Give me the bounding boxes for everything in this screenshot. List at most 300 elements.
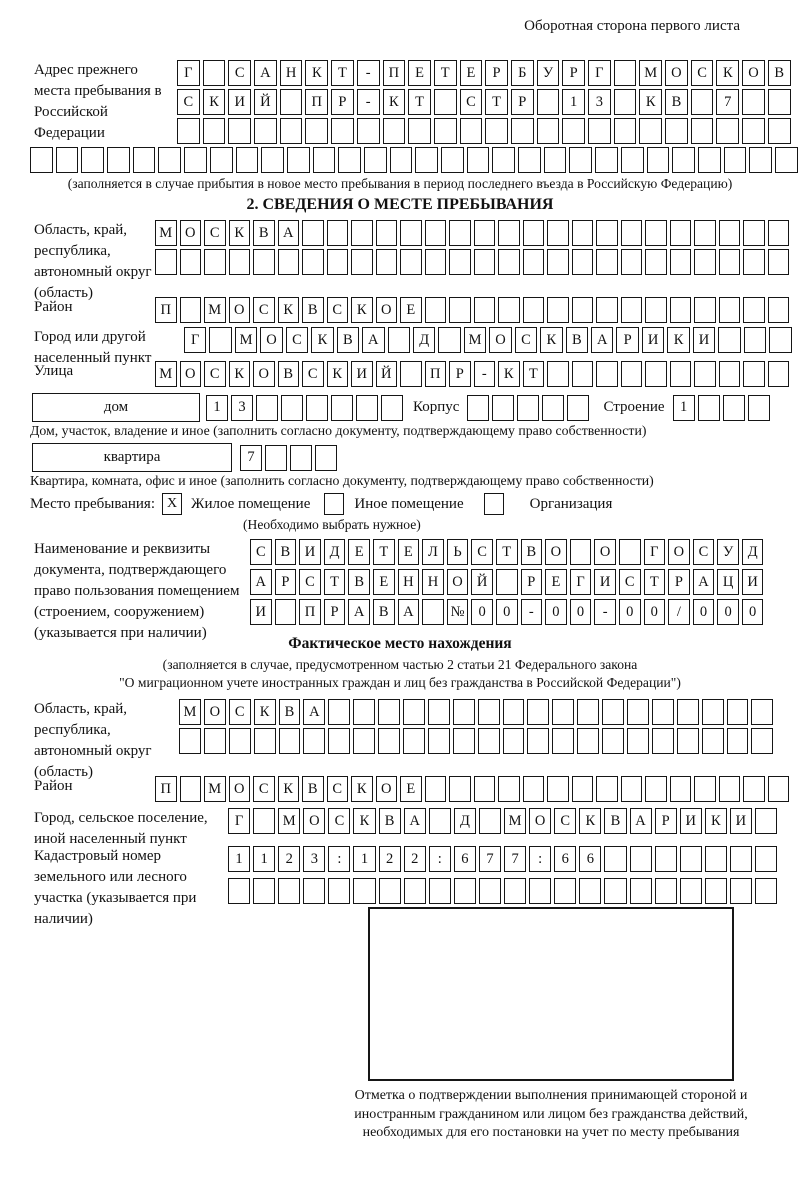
char-box[interactable]: [670, 776, 692, 802]
char-box[interactable]: [56, 147, 79, 173]
char-box[interactable]: [331, 395, 353, 421]
char-box[interactable]: [523, 220, 545, 246]
char-box[interactable]: [749, 147, 772, 173]
char-box[interactable]: [602, 728, 624, 754]
char-box[interactable]: В: [566, 327, 588, 353]
char-box[interactable]: [279, 728, 301, 754]
char-box[interactable]: И: [594, 569, 616, 595]
char-box[interactable]: [719, 249, 741, 275]
char-box[interactable]: [441, 147, 464, 173]
char-box[interactable]: О: [180, 361, 202, 387]
char-box[interactable]: Е: [400, 297, 422, 323]
char-box[interactable]: К: [383, 89, 406, 115]
char-box[interactable]: [630, 846, 652, 872]
char-box[interactable]: М: [179, 699, 201, 725]
char-box[interactable]: [768, 118, 791, 144]
char-box[interactable]: [425, 220, 447, 246]
char-box[interactable]: [306, 395, 328, 421]
char-box[interactable]: Т: [496, 539, 518, 565]
char-box[interactable]: [719, 220, 741, 246]
char-box[interactable]: [588, 118, 611, 144]
char-box[interactable]: [203, 118, 226, 144]
char-box[interactable]: Е: [348, 539, 370, 565]
char-box[interactable]: [498, 297, 520, 323]
char-box[interactable]: О: [229, 297, 251, 323]
char-box[interactable]: [229, 728, 251, 754]
char-box[interactable]: [504, 878, 526, 904]
char-box[interactable]: П: [383, 60, 406, 86]
char-box[interactable]: К: [229, 220, 251, 246]
char-box[interactable]: -: [594, 599, 616, 625]
char-box[interactable]: 2: [404, 846, 426, 872]
char-box[interactable]: [630, 878, 652, 904]
char-box[interactable]: [503, 699, 525, 725]
char-box[interactable]: К: [716, 60, 739, 86]
char-box[interactable]: 0: [742, 599, 764, 625]
char-box[interactable]: [655, 846, 677, 872]
char-box[interactable]: [30, 147, 53, 173]
char-box[interactable]: 3: [231, 395, 253, 421]
char-box[interactable]: А: [250, 569, 272, 595]
char-box[interactable]: О: [447, 569, 469, 595]
char-box[interactable]: О: [204, 699, 226, 725]
char-box[interactable]: [562, 118, 585, 144]
char-box[interactable]: А: [693, 569, 715, 595]
char-box[interactable]: М: [464, 327, 486, 353]
char-box[interactable]: /: [668, 599, 690, 625]
char-box[interactable]: Е: [398, 539, 420, 565]
char-box[interactable]: 1: [353, 846, 375, 872]
char-box[interactable]: [614, 118, 637, 144]
char-box[interactable]: В: [302, 297, 324, 323]
char-box[interactable]: [755, 846, 777, 872]
char-box[interactable]: №: [447, 599, 469, 625]
char-box[interactable]: Е: [408, 60, 431, 86]
char-box[interactable]: И: [250, 599, 272, 625]
char-box[interactable]: [730, 846, 752, 872]
char-box[interactable]: В: [275, 539, 297, 565]
char-box[interactable]: [677, 728, 699, 754]
char-box[interactable]: [579, 878, 601, 904]
char-box[interactable]: [596, 220, 618, 246]
char-box[interactable]: Т: [373, 539, 395, 565]
char-box[interactable]: К: [540, 327, 562, 353]
char-box[interactable]: [204, 728, 226, 754]
char-box[interactable]: [724, 147, 747, 173]
char-box[interactable]: [572, 361, 594, 387]
char-box[interactable]: [670, 220, 692, 246]
char-box[interactable]: [351, 220, 373, 246]
char-box[interactable]: В: [278, 361, 300, 387]
char-box[interactable]: П: [305, 89, 328, 115]
char-box[interactable]: В: [348, 569, 370, 595]
char-box[interactable]: [357, 118, 380, 144]
char-box[interactable]: С: [554, 808, 576, 834]
char-box[interactable]: [449, 249, 471, 275]
char-box[interactable]: [353, 878, 375, 904]
char-box[interactable]: [449, 297, 471, 323]
char-box[interactable]: [381, 395, 403, 421]
char-box[interactable]: [768, 361, 790, 387]
char-box[interactable]: О: [594, 539, 616, 565]
char-box[interactable]: [547, 361, 569, 387]
char-box[interactable]: [415, 147, 438, 173]
char-box[interactable]: [691, 89, 714, 115]
char-box[interactable]: [743, 776, 765, 802]
char-box[interactable]: А: [362, 327, 384, 353]
char-box[interactable]: [705, 846, 727, 872]
char-box[interactable]: [544, 147, 567, 173]
char-box[interactable]: [378, 699, 400, 725]
char-box[interactable]: С: [619, 569, 641, 595]
char-box[interactable]: В: [379, 808, 401, 834]
char-box[interactable]: [180, 776, 202, 802]
char-box[interactable]: [256, 395, 278, 421]
char-box[interactable]: [698, 147, 721, 173]
char-box[interactable]: Г: [644, 539, 666, 565]
char-box[interactable]: О: [180, 220, 202, 246]
char-box[interactable]: К: [579, 808, 601, 834]
char-box[interactable]: [438, 327, 460, 353]
char-box[interactable]: Р: [485, 60, 508, 86]
char-box[interactable]: [768, 249, 790, 275]
char-box[interactable]: Г: [588, 60, 611, 86]
char-box[interactable]: [403, 728, 425, 754]
char-box[interactable]: 0: [570, 599, 592, 625]
char-box[interactable]: [523, 776, 545, 802]
char-box[interactable]: [547, 776, 569, 802]
char-box[interactable]: [474, 220, 496, 246]
char-box[interactable]: [467, 147, 490, 173]
char-box[interactable]: -: [474, 361, 496, 387]
char-box[interactable]: [527, 728, 549, 754]
char-box[interactable]: [503, 728, 525, 754]
char-box[interactable]: М: [155, 220, 177, 246]
char-box[interactable]: [596, 297, 618, 323]
char-box[interactable]: [496, 569, 518, 595]
char-box[interactable]: 7: [240, 445, 262, 471]
char-box[interactable]: [670, 297, 692, 323]
char-box[interactable]: В: [604, 808, 626, 834]
char-box[interactable]: К: [229, 361, 251, 387]
char-box[interactable]: [768, 297, 790, 323]
char-box[interactable]: [768, 776, 790, 802]
char-box[interactable]: [572, 220, 594, 246]
char-box[interactable]: [428, 728, 450, 754]
char-box[interactable]: [403, 699, 425, 725]
char-box[interactable]: 0: [693, 599, 715, 625]
char-box[interactable]: [388, 327, 410, 353]
char-box[interactable]: С: [204, 220, 226, 246]
char-box[interactable]: [730, 878, 752, 904]
char-box[interactable]: [670, 249, 692, 275]
char-box[interactable]: [596, 249, 618, 275]
char-box[interactable]: [353, 699, 375, 725]
char-box[interactable]: Р: [668, 569, 690, 595]
char-box[interactable]: [596, 776, 618, 802]
char-box[interactable]: О: [253, 361, 275, 387]
char-box[interactable]: О: [545, 539, 567, 565]
char-box[interactable]: Т: [434, 60, 457, 86]
char-box[interactable]: [527, 699, 549, 725]
char-box[interactable]: [743, 361, 765, 387]
char-box[interactable]: [210, 147, 233, 173]
char-box[interactable]: Б: [511, 60, 534, 86]
char-box[interactable]: Р: [449, 361, 471, 387]
char-box[interactable]: К: [278, 776, 300, 802]
char-box[interactable]: 0: [545, 599, 567, 625]
char-box[interactable]: -: [357, 89, 380, 115]
char-box[interactable]: [278, 249, 300, 275]
char-box[interactable]: Т: [523, 361, 545, 387]
char-box[interactable]: [400, 220, 422, 246]
char-box[interactable]: [769, 327, 791, 353]
char-box[interactable]: [400, 249, 422, 275]
char-box[interactable]: [547, 249, 569, 275]
char-box[interactable]: К: [639, 89, 662, 115]
char-box[interactable]: [155, 249, 177, 275]
char-box[interactable]: [596, 361, 618, 387]
char-box[interactable]: М: [504, 808, 526, 834]
char-box[interactable]: [303, 728, 325, 754]
char-box[interactable]: [743, 249, 765, 275]
char-box[interactable]: О: [665, 60, 688, 86]
char-box[interactable]: [177, 118, 200, 144]
char-box[interactable]: [453, 699, 475, 725]
char-box[interactable]: В: [521, 539, 543, 565]
char-box[interactable]: [604, 846, 626, 872]
char-box[interactable]: [639, 118, 662, 144]
char-box[interactable]: 0: [619, 599, 641, 625]
char-box[interactable]: [518, 147, 541, 173]
char-box[interactable]: К: [705, 808, 727, 834]
char-box[interactable]: [449, 220, 471, 246]
char-box[interactable]: 3: [303, 846, 325, 872]
char-box[interactable]: С: [302, 361, 324, 387]
char-box[interactable]: П: [299, 599, 321, 625]
char-box[interactable]: [498, 220, 520, 246]
char-box[interactable]: [680, 846, 702, 872]
char-box[interactable]: 6: [554, 846, 576, 872]
char-box[interactable]: С: [471, 539, 493, 565]
char-box[interactable]: С: [327, 776, 349, 802]
char-box[interactable]: [602, 699, 624, 725]
char-box[interactable]: [627, 699, 649, 725]
char-box[interactable]: П: [155, 776, 177, 802]
char-box[interactable]: [523, 297, 545, 323]
char-box[interactable]: [498, 776, 520, 802]
char-box[interactable]: [742, 89, 765, 115]
char-box[interactable]: [529, 878, 551, 904]
char-box[interactable]: Н: [422, 569, 444, 595]
checkbox-zhiloe[interactable]: X: [162, 493, 182, 515]
char-box[interactable]: [742, 118, 765, 144]
char-box[interactable]: О: [376, 297, 398, 323]
char-box[interactable]: Й: [471, 569, 493, 595]
char-box[interactable]: Р: [324, 599, 346, 625]
char-box[interactable]: [425, 297, 447, 323]
char-box[interactable]: К: [498, 361, 520, 387]
char-box[interactable]: С: [204, 361, 226, 387]
char-box[interactable]: В: [665, 89, 688, 115]
char-box[interactable]: [552, 699, 574, 725]
char-box[interactable]: О: [376, 776, 398, 802]
char-box[interactable]: [428, 699, 450, 725]
char-box[interactable]: 0: [471, 599, 493, 625]
char-box[interactable]: [133, 147, 156, 173]
char-box[interactable]: [655, 878, 677, 904]
char-box[interactable]: У: [537, 60, 560, 86]
char-box[interactable]: А: [278, 220, 300, 246]
char-box[interactable]: Г: [228, 808, 250, 834]
char-box[interactable]: [454, 878, 476, 904]
char-box[interactable]: [280, 89, 303, 115]
char-box[interactable]: [755, 878, 777, 904]
char-box[interactable]: 3: [588, 89, 611, 115]
char-box[interactable]: 0: [644, 599, 666, 625]
char-box[interactable]: [569, 147, 592, 173]
char-box[interactable]: [327, 220, 349, 246]
char-box[interactable]: Г: [570, 569, 592, 595]
char-box[interactable]: О: [668, 539, 690, 565]
char-box[interactable]: [287, 147, 310, 173]
char-box[interactable]: [236, 147, 259, 173]
char-box[interactable]: М: [278, 808, 300, 834]
char-box[interactable]: [390, 147, 413, 173]
char-box[interactable]: [478, 699, 500, 725]
char-box[interactable]: [474, 776, 496, 802]
char-box[interactable]: [376, 220, 398, 246]
char-box[interactable]: [570, 539, 592, 565]
char-box[interactable]: [645, 776, 667, 802]
char-box[interactable]: [303, 878, 325, 904]
char-box[interactable]: :: [429, 846, 451, 872]
char-box[interactable]: [253, 249, 275, 275]
char-box[interactable]: И: [742, 569, 764, 595]
char-box[interactable]: [302, 220, 324, 246]
char-box[interactable]: [351, 249, 373, 275]
char-box[interactable]: М: [155, 361, 177, 387]
char-box[interactable]: С: [229, 699, 251, 725]
char-box[interactable]: С: [328, 808, 350, 834]
char-box[interactable]: [478, 728, 500, 754]
char-box[interactable]: С: [327, 297, 349, 323]
char-box[interactable]: Р: [331, 89, 354, 115]
char-box[interactable]: О: [529, 808, 551, 834]
char-box[interactable]: Т: [331, 60, 354, 86]
char-box[interactable]: [719, 776, 741, 802]
char-box[interactable]: И: [642, 327, 664, 353]
char-box[interactable]: М: [204, 776, 226, 802]
char-box[interactable]: [376, 249, 398, 275]
char-box[interactable]: 1: [206, 395, 228, 421]
char-box[interactable]: О: [260, 327, 282, 353]
char-box[interactable]: [694, 297, 716, 323]
char-box[interactable]: [261, 147, 284, 173]
char-box[interactable]: И: [730, 808, 752, 834]
char-box[interactable]: [467, 395, 489, 421]
char-box[interactable]: 7: [716, 89, 739, 115]
char-box[interactable]: К: [353, 808, 375, 834]
char-box[interactable]: С: [299, 569, 321, 595]
char-box[interactable]: [474, 297, 496, 323]
char-box[interactable]: 7: [504, 846, 526, 872]
checkbox-inoe[interactable]: [324, 493, 344, 515]
char-box[interactable]: С: [228, 60, 251, 86]
char-box[interactable]: [748, 395, 770, 421]
char-box[interactable]: [595, 147, 618, 173]
char-box[interactable]: [619, 539, 641, 565]
char-box[interactable]: В: [302, 776, 324, 802]
char-box[interactable]: О: [489, 327, 511, 353]
char-box[interactable]: [680, 878, 702, 904]
char-box[interactable]: [425, 776, 447, 802]
char-box[interactable]: 6: [579, 846, 601, 872]
char-box[interactable]: А: [591, 327, 613, 353]
char-box[interactable]: [577, 699, 599, 725]
char-box[interactable]: 6: [454, 846, 476, 872]
char-box[interactable]: [621, 297, 643, 323]
char-box[interactable]: [723, 395, 745, 421]
char-box[interactable]: [254, 728, 276, 754]
char-box[interactable]: Т: [644, 569, 666, 595]
char-box[interactable]: Р: [616, 327, 638, 353]
char-box[interactable]: В: [253, 220, 275, 246]
char-box[interactable]: [743, 220, 765, 246]
char-box[interactable]: [302, 249, 324, 275]
char-box[interactable]: [572, 776, 594, 802]
char-box[interactable]: [672, 147, 695, 173]
char-box[interactable]: [328, 878, 350, 904]
char-box[interactable]: [744, 327, 766, 353]
char-box[interactable]: У: [717, 539, 739, 565]
char-box[interactable]: [253, 878, 275, 904]
char-box[interactable]: [313, 147, 336, 173]
char-box[interactable]: [702, 728, 724, 754]
char-box[interactable]: А: [404, 808, 426, 834]
char-box[interactable]: М: [204, 297, 226, 323]
char-box[interactable]: Й: [376, 361, 398, 387]
char-box[interactable]: [743, 297, 765, 323]
char-box[interactable]: [453, 728, 475, 754]
char-box[interactable]: А: [254, 60, 277, 86]
char-box[interactable]: [614, 60, 637, 86]
char-box[interactable]: -: [521, 599, 543, 625]
char-box[interactable]: Р: [275, 569, 297, 595]
char-box[interactable]: [280, 118, 303, 144]
char-box[interactable]: Т: [324, 569, 346, 595]
char-box[interactable]: [485, 118, 508, 144]
char-box[interactable]: :: [529, 846, 551, 872]
char-box[interactable]: [694, 361, 716, 387]
char-box[interactable]: [716, 118, 739, 144]
char-box[interactable]: О: [742, 60, 765, 86]
char-box[interactable]: [81, 147, 104, 173]
char-box[interactable]: К: [327, 361, 349, 387]
char-box[interactable]: [327, 249, 349, 275]
char-box[interactable]: [254, 118, 277, 144]
char-box[interactable]: С: [177, 89, 200, 115]
char-box[interactable]: [338, 147, 361, 173]
char-box[interactable]: К: [351, 297, 373, 323]
char-box[interactable]: [328, 699, 350, 725]
char-box[interactable]: [378, 728, 400, 754]
char-box[interactable]: [665, 118, 688, 144]
char-box[interactable]: [604, 878, 626, 904]
char-box[interactable]: К: [305, 60, 328, 86]
char-box[interactable]: Д: [324, 539, 346, 565]
char-box[interactable]: [718, 327, 740, 353]
